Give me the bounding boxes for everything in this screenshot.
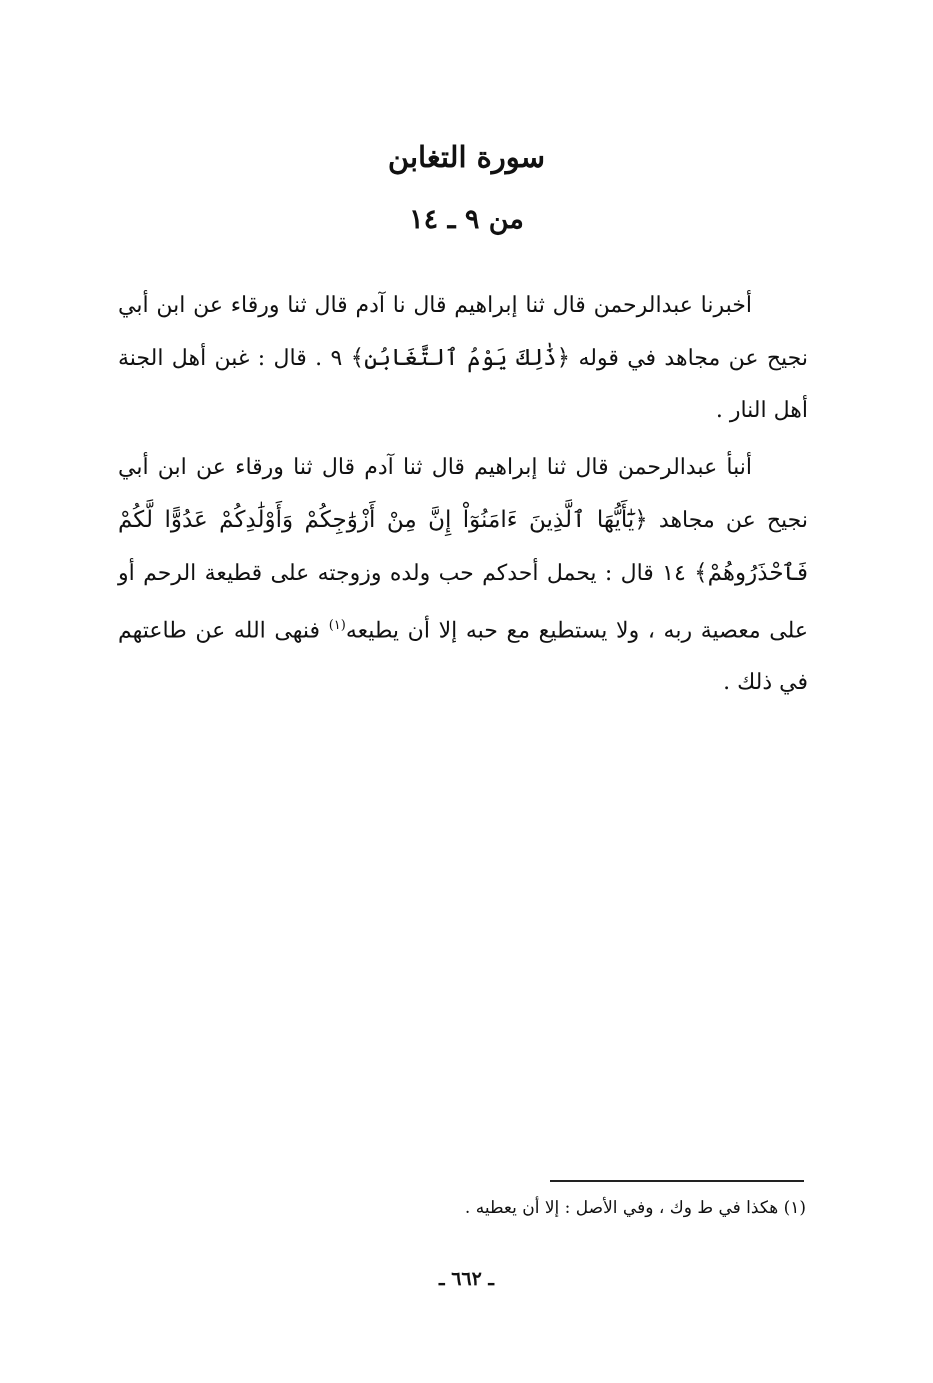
paragraph-2 (118, 442, 808, 709)
paragraph-1-text-after: ٩ . قال : غبن أهل الجنة أهل النار . (118, 346, 808, 423)
paragraph-1-text-before: أخبرنا عبدالرحمن قال ثنا إبراهيم قال نا آدم قال ثنا ورقاء عن ابن أبي نجيح عن مجاهد في قوله (118, 293, 808, 371)
paragraph-2-text-before: أنبأ عبدالرحمن قال ثنا إبراهيم قال ثنا آدم قال ثنا ورقاء عن ابن أبي نجيح عن مجاهد (118, 455, 808, 533)
paragraph-2-text-tail: فنهى الله عن طاعتهم في ذلك . (118, 618, 808, 696)
footnote: (١) هكذا في ط وك ، وفي الأصل : إلا أن يعطيه . (464, 1198, 806, 1218)
paragraph-2-quran-quote: ﴿يَٰٓأَيُّهَا ٱلَّذِينَ ءَامَنُوٓاْ إِنَّ مِنْ أَزْوَٰجِكُمْ وَأَوْلَٰدِكُمْ عَدُوًّا لَّكُمْ فَٱحْذَرُوهُمْ﴾ (118, 507, 809, 586)
page-number: ـ ٦٦٢ ـ (439, 1268, 494, 1290)
verse-range: من ٩ ـ ١٤ (409, 204, 524, 235)
surah-title: سورة التغابن (387, 140, 546, 174)
paragraph-1-quran-quote: ﴿ذَٰلِكَ يَوْمُ ٱلتَّغَابُنِ﴾ (350, 345, 571, 371)
paragraph-2-text-after: ١٤ قال : يحمل أحدكم حب ولده وزوجته على قطيعة الرحم أو على معصية ربه ، ولا يستطيع مع حبه إلا أن يطيعه (118, 561, 809, 644)
footnote-divider (550, 1180, 804, 1182)
footnote-marker: (١) (328, 618, 346, 633)
paragraph-1 (118, 280, 808, 437)
